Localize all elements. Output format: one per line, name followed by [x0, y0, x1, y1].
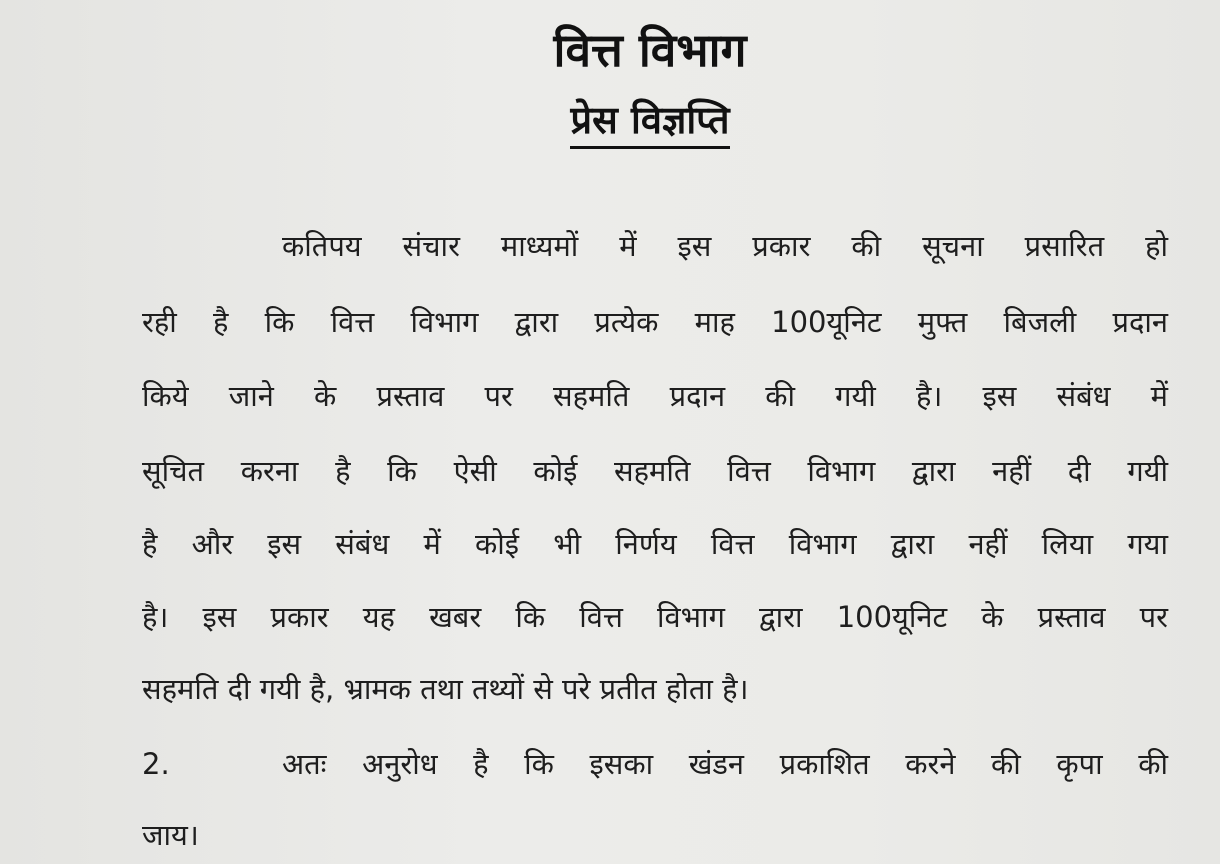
paragraph-2-number: 2.	[142, 747, 170, 781]
paragraph-2-line-2: जाय।	[142, 818, 199, 852]
paragraph-1-line-3: किये जाने के प्रस्ताव पर सहमति प्रदान की गयी है। इस संबंध में	[142, 379, 1168, 413]
department-title: वित्त विभाग	[553, 23, 747, 77]
press-release-heading	[0, 96, 1220, 149]
paragraph-1-line-1: कतिपय संचार माध्यमों में इस प्रकार की सूचना प्रसारित हो	[282, 229, 1168, 263]
paragraph-2-line-1: अतः अनुरोध है कि इसका खंडन प्रकाशित करने की कृपा की	[282, 747, 1168, 781]
paragraph-1-line-7: सहमति दी गयी है, भ्रामक तथा तथ्यों से परे प्रतीत होता है।	[142, 672, 749, 706]
paragraph-1-line-5: है और इस संबंध में कोई भी निर्णय वित्त विभाग द्वारा नहीं लिया गया	[142, 527, 1168, 561]
paragraph-1-line-2: रही है कि वित्त विभाग द्वारा प्रत्येक माह 100यूनिट मुफ्त बिजली प्रदान	[142, 305, 1168, 339]
press-release-heading-text: प्रेस विज्ञप्ति	[570, 96, 729, 149]
paragraph-1-line-4: सूचित करना है कि ऐसी कोई सहमति वित्त विभाग द्वारा नहीं दी गयी	[142, 454, 1168, 488]
paragraph-1-line-6: है। इस प्रकार यह खबर कि वित्त विभाग द्वारा 100यूनिट के प्रस्ताव पर	[142, 600, 1168, 634]
